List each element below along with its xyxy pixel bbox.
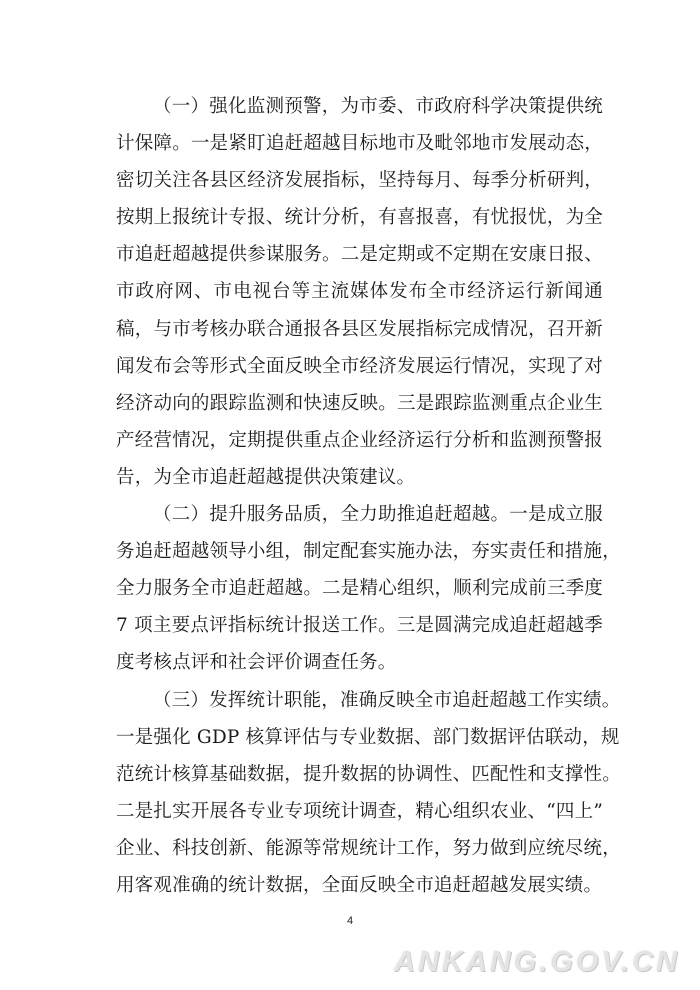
paragraph-2-line: 务追赶超越领导小组，制定配套实施办法，夯实责任和措施， <box>116 541 621 563</box>
paragraph-1-line: 经济动向的跟踪监测和快速反映。三是跟踪监测重点企业生 <box>116 392 603 414</box>
paragraph-3-line: 企业、科技创新、能源等常规统计工作，努力做到应统尽统， <box>116 837 621 859</box>
paragraph-3-line: 二是扎实开展各专业专项统计调查，精心组织农业、“四上” <box>116 800 603 822</box>
paragraph-2-line: 全力服务全市追赶超越。二是精心组织，顺利完成前三季度 <box>116 578 603 600</box>
paragraph-1-line: 市政府网、市电视台等主流媒体发布全市经济运行新闻通 <box>116 281 603 303</box>
paragraph-2-line: （二）提升服务品质，全力助推追赶超越。一是成立服 <box>153 504 603 526</box>
paragraph-3-line: 一是强化 GDP 核算评估与专业数据、部门数据评估联动，规 <box>116 726 620 748</box>
paragraph-1-line: （一）强化监测预警，为市委、市政府科学决策提供统 <box>153 96 603 117</box>
paragraph-1-line: 密切关注各县区经济发展指标，坚持每月、每季分析研判， <box>116 170 603 192</box>
body-text <box>116 88 621 904</box>
paragraph-1-line: 告，为全市追赶超越提供决策建议。 <box>116 466 416 488</box>
paragraph-1-line: 市追赶超越提供参谋服务。二是定期或不定期在安康日报、 <box>116 244 603 266</box>
paragraph-1-line: 闻发布会等形式全面反映全市经济发展运行情况，实现了对 <box>116 355 603 377</box>
paragraph-1-line: 稿，与市考核办联合通报各县区发展指标完成情况，召开新 <box>116 318 603 340</box>
paragraph-1-line: 计保障。一是紧盯追赶超越目标地市及毗邻地市发展动态， <box>116 133 603 155</box>
page-number: 4 <box>346 915 354 927</box>
paragraph-3-line: （三）发挥统计职能，准确反映全市追赶超越工作实绩。 <box>153 689 621 711</box>
paragraph-1-line: 按期上报统计专报、统计分析，有喜报喜，有忧报忧，为全 <box>116 207 603 229</box>
paragraph-1-line: 产经营情况，定期提供重点企业经济运行分析和监测预警报 <box>116 429 603 451</box>
paragraph-2-line: 7 项主要点评指标统计报送工作。三是圆满完成追赶超越季 <box>116 615 603 637</box>
site-watermark: ANKANG.GOV.CN <box>393 946 680 978</box>
paragraph-3-line: 用客观准确的统计数据，全面反映全市追赶超越发展实绩。 <box>116 874 603 896</box>
paragraph-2-line: 度考核点评和社会评价调查任务。 <box>116 652 397 674</box>
paragraph-3-line: 范统计核算基础数据，提升数据的协调性、匹配性和支撑性。 <box>116 763 621 785</box>
